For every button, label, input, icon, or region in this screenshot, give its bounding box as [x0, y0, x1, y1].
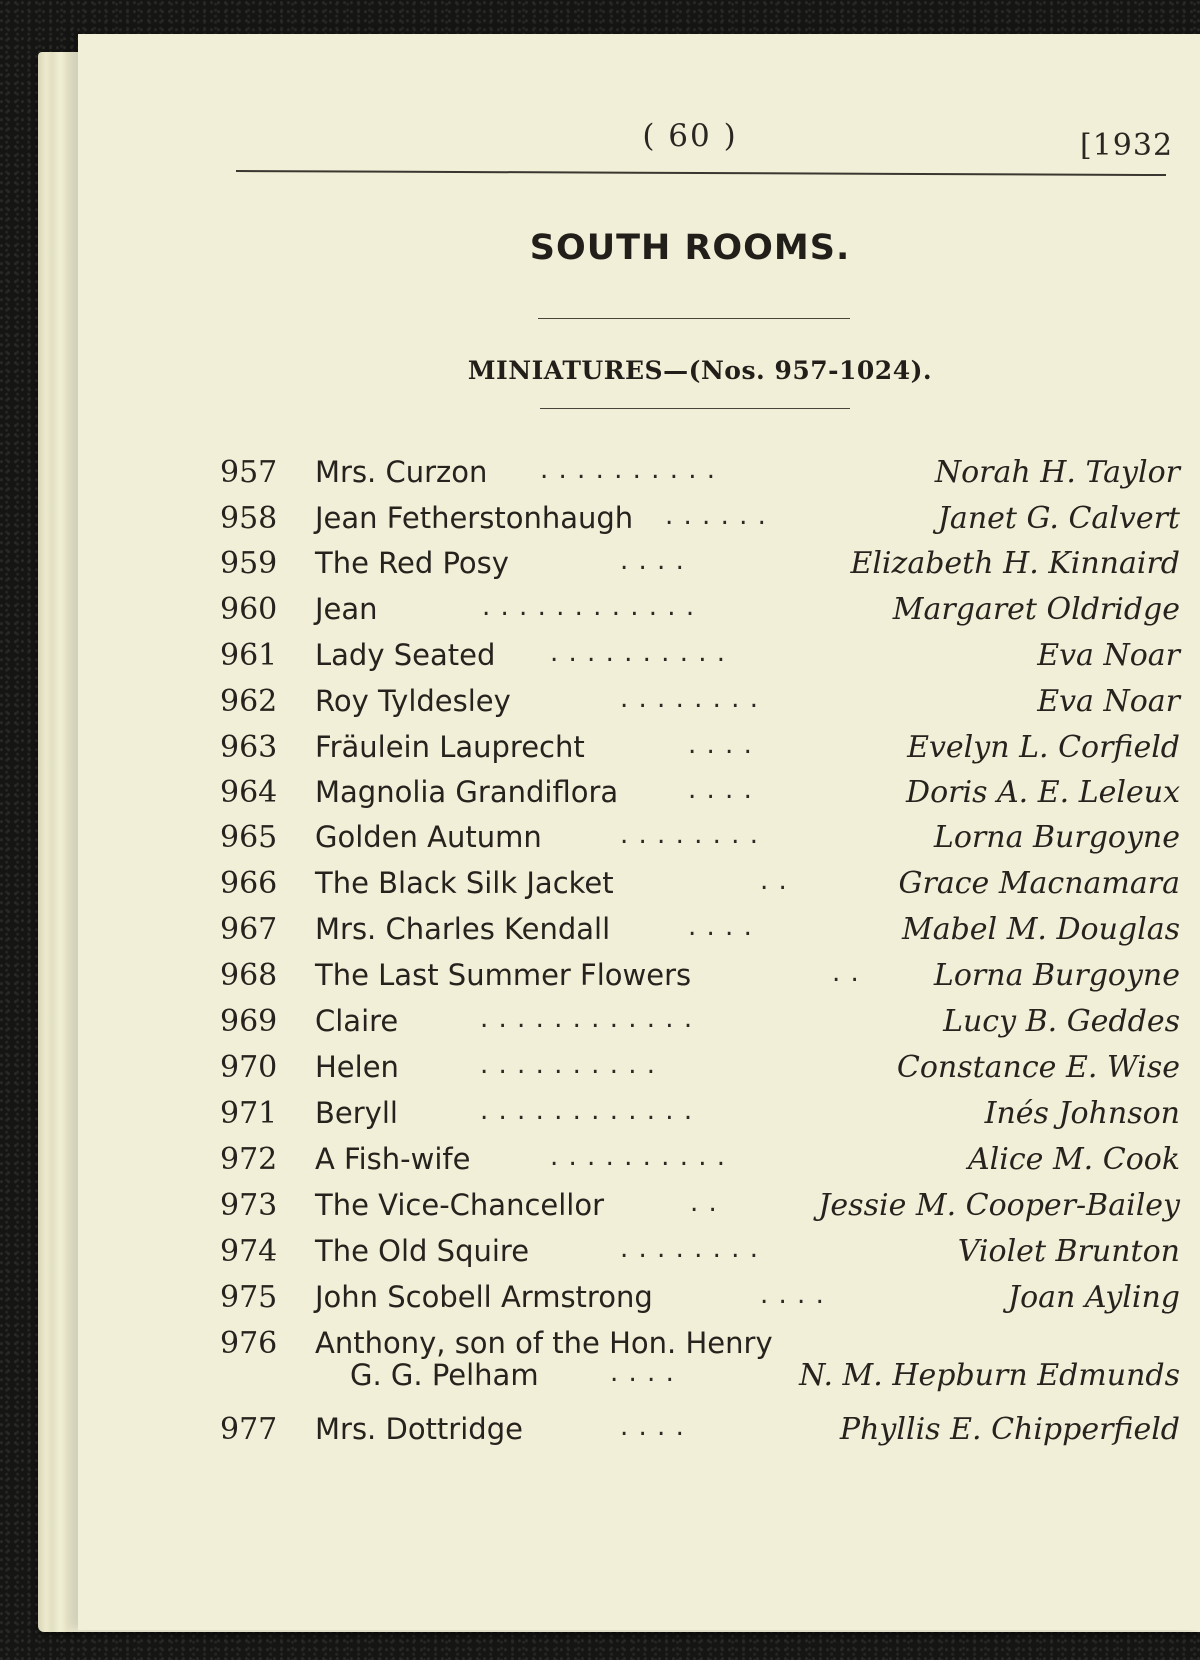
entry-artist: Eva Noar: [1037, 638, 1180, 673]
entry-artist: Violet Brunton: [957, 1234, 1180, 1269]
entry-artist: Eva Noar: [1037, 684, 1180, 719]
entry-artist: Grace Macnamara: [898, 866, 1180, 901]
entry-number: 968: [220, 958, 278, 993]
entry-title: Helen: [315, 1050, 399, 1084]
entry-number: 961: [220, 638, 278, 673]
entry-number: 977: [220, 1412, 278, 1447]
entry-title: Golden Autumn: [315, 820, 542, 854]
entry-artist: Jessie M. Cooper-Bailey: [818, 1188, 1180, 1223]
entry-title: Claire: [315, 1004, 399, 1038]
entry-number: 972: [220, 1142, 278, 1177]
entry-artist: Joan Ayling: [1008, 1280, 1180, 1315]
entry-number: 959: [220, 546, 278, 581]
entry-number: 962: [220, 684, 278, 719]
catalogue-entry: [220, 592, 1180, 636]
entry-title: Mrs. Curzon: [315, 455, 488, 489]
entry-number: 963: [220, 730, 278, 765]
entry-title: The Red Posy: [315, 546, 509, 580]
entry-title: The Old Squire: [315, 1234, 530, 1268]
dot-leader: . . . .: [610, 1358, 675, 1388]
entry-title: Beryll: [315, 1096, 398, 1130]
entry-number: 965: [220, 820, 278, 855]
catalogue-entry: [220, 546, 1180, 590]
entry-artist: Constance E. Wise: [896, 1050, 1180, 1085]
entry-title-continued: G. G. Pelham: [350, 1358, 539, 1392]
catalogue-entry: [220, 638, 1180, 682]
entry-title: The Vice-Chancellor: [315, 1188, 605, 1222]
year-label: [1932: [1080, 128, 1174, 163]
dot-leader: . . . .: [688, 775, 753, 805]
dot-leader: . . . . . . . . . . . .: [480, 1004, 694, 1034]
dot-leader: . . . . . . . . . .: [550, 638, 727, 668]
entry-number: 974: [220, 1234, 278, 1269]
dot-leader: . . . . . . . . . .: [480, 1050, 657, 1080]
entry-artist: Mabel M. Douglas: [902, 912, 1180, 947]
entry-number: 957: [220, 455, 278, 490]
entry-artist: N. M. Hepburn Edmunds: [799, 1358, 1180, 1393]
entry-number: 969: [220, 1004, 278, 1039]
entry-artist: Elizabeth H. Kinnaird: [850, 546, 1180, 581]
entry-number: 966: [220, 866, 278, 901]
section-subtitle: MINIATURES—(Nos. 957-1024).: [467, 356, 933, 385]
dot-leader: . . . .: [760, 1280, 825, 1310]
entry-number: 976: [220, 1326, 278, 1361]
entry-artist: Inés Johnson: [984, 1096, 1180, 1131]
dot-leader: . . . . . . . .: [620, 1234, 759, 1264]
entry-artist: Lorna Burgoyne: [933, 958, 1180, 993]
catalogue-entry: [220, 1050, 1180, 1094]
dot-leader: . . . . . . . . . . . .: [480, 1096, 694, 1126]
entry-title: The Black Silk Jacket: [315, 866, 614, 900]
subtitle-rule: [540, 408, 850, 409]
dot-leader: . . . .: [620, 546, 685, 576]
dot-leader: . . . .: [688, 730, 753, 760]
entry-number: 973: [220, 1188, 278, 1223]
dot-leader: . . . . . . . . . .: [540, 455, 717, 485]
entry-title: Fräulein Lauprecht: [315, 730, 585, 764]
entry-artist: Janet G. Calvert: [937, 501, 1180, 536]
catalogue-entry: [220, 1142, 1180, 1186]
dot-leader: . . . . . . . . . .: [550, 1142, 727, 1172]
catalogue-entry: [220, 1412, 1180, 1456]
entry-artist: Evelyn L. Corfield: [907, 730, 1180, 765]
dot-leader: . . . . . . . .: [620, 820, 759, 850]
catalogue-entry: [220, 455, 1180, 499]
catalogue-entry: [220, 1234, 1180, 1278]
entry-title: Roy Tyldesley: [315, 684, 511, 718]
title-rule: [538, 318, 850, 319]
dot-leader: . .: [832, 958, 860, 988]
entry-number: 964: [220, 775, 278, 810]
entry-title: Anthony, son of the Hon. Henry: [315, 1326, 773, 1360]
entry-artist: Margaret Oldridge: [892, 592, 1180, 627]
dot-leader: . . . . . . . . . . . .: [482, 592, 696, 622]
entry-artist: Lucy B. Geddes: [943, 1004, 1180, 1039]
running-head: [0, 118, 1200, 168]
catalogue-entry: [220, 866, 1180, 910]
entry-artist: Lorna Burgoyne: [933, 820, 1180, 855]
catalogue-entry: [220, 684, 1180, 728]
entry-title: Mrs. Dottridge: [315, 1412, 523, 1446]
catalogue-entry: [220, 1326, 1180, 1406]
entry-title: Mrs. Charles Kendall: [315, 912, 611, 946]
entry-number: 975: [220, 1280, 278, 1315]
entry-number: 967: [220, 912, 278, 947]
catalogue-entry: [220, 1004, 1180, 1048]
dot-leader: . . . .: [688, 912, 753, 942]
dot-leader: . . . .: [620, 1412, 685, 1442]
section-title: SOUTH ROOMS.: [529, 228, 851, 268]
dot-leader: . .: [760, 866, 788, 896]
entry-title: Lady Seated: [315, 638, 496, 672]
entry-artist: Alice M. Cook: [968, 1142, 1180, 1177]
entry-title: Magnolia Grandiflora: [315, 775, 619, 809]
entry-artist: Doris A. E. Leleux: [906, 775, 1180, 810]
entry-number: 960: [220, 592, 278, 627]
catalogue-entry: [220, 820, 1180, 864]
dot-leader: . . . . . .: [665, 501, 767, 531]
entry-number: 970: [220, 1050, 278, 1085]
entry-title: Jean Fetherstonhaugh: [315, 501, 634, 535]
entry-title: A Fish-wife: [315, 1142, 471, 1176]
entry-number: 958: [220, 501, 278, 536]
catalogue-entry: [220, 958, 1180, 1002]
entry-title: John Scobell Armstrong: [315, 1280, 653, 1314]
catalogue-entry: [220, 775, 1180, 819]
entry-title: The Last Summer Flowers: [315, 958, 692, 992]
catalogue-entry: [220, 730, 1180, 774]
dot-leader: . .: [690, 1188, 718, 1218]
catalogue-entry: [220, 501, 1180, 545]
entry-artist: Norah H. Taylor: [934, 455, 1180, 490]
catalogue-entry: [220, 912, 1180, 956]
catalogue-entry: [220, 1188, 1180, 1232]
catalogue-entry: [220, 1096, 1180, 1140]
entry-number: 971: [220, 1096, 278, 1131]
catalogue-entry: [220, 1280, 1180, 1324]
entry-title: Jean: [315, 592, 378, 626]
dot-leader: . . . . . . . .: [620, 684, 759, 714]
entry-artist: Phyllis E. Chipperfield: [839, 1412, 1180, 1447]
page-number: ( 60 ): [642, 118, 738, 154]
